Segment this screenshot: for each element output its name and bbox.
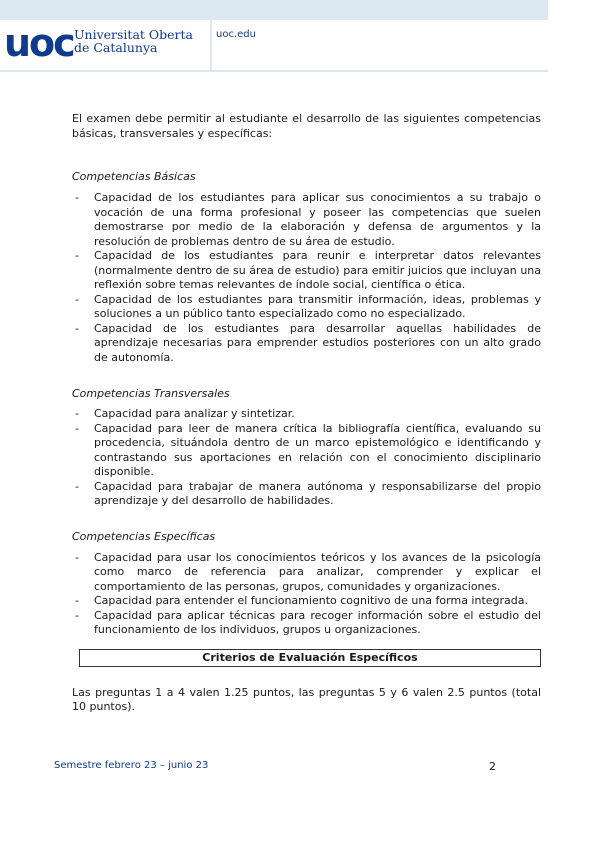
list-item: - Capacidad de los estudiantes para transmitir información, ideas, problemas y soluciones a un público tanto especializado como no especializado.	[72, 293, 541, 322]
section-title-especificas: Competencias Específicas	[72, 529, 216, 543]
list-item: - Capacidad para analizar y sintetizar.	[72, 407, 541, 422]
intro-paragraph: El examen debe permitir al estudiante el desarrollo de las siguientes competencias básicas, transversales y específicas:	[72, 112, 541, 140]
section-title-basicas: Competencias Básicas	[72, 170, 196, 183]
list-item: - Capacidad de los estudiantes para reunir e interpretar datos relevantes (normalmente dentro de su área de estudio) para emitir juicios que incluyan una reflexión sobre temas relevantes de índole social, científica o ética.	[72, 249, 541, 293]
criteria-paragraph: Las preguntas 1 a 4 valen 1.25 puntos, las preguntas 5 y 6 valen 2.5 puntos (total 10 puntos).	[72, 685, 541, 713]
list-basicas	[72, 191, 541, 365]
logo-mark: uoc	[4, 21, 74, 65]
header-url: uoc.edu	[216, 29, 256, 40]
uoc-logo	[0, 20, 210, 70]
university-name-line1: Universitat Oberta	[74, 27, 194, 42]
list-item: - Capacidad para leer de manera crítica la bibliografía científica, evaluando su procedencia, situándola dentro de un marco epistemológico e identificando y contrastando sus aportaciones en relación con el conocimiento disciplinario disponible.	[72, 422, 541, 480]
criteria-title-box: Criterios de Evaluación Específicos	[79, 649, 541, 667]
list-item: - Capacidad para trabajar de manera autónoma y responsabilizarse del propio aprendizaje y del desarrollo de habilidades.	[72, 480, 541, 509]
university-name-line2: de Catalunya	[74, 40, 158, 55]
list-item: - Capacidad para aplicar técnicas para recoger información sobre el estudio del funcionamiento de los individuos, grupos u organizaciones.	[72, 609, 541, 638]
list-transversales	[72, 407, 541, 509]
list-item: - Capacidad de los estudiantes para desarrollar aquellas habilidades de aprendizaje necesarias para emprender estudios posteriores con un alto grado de autonomía.	[72, 322, 541, 366]
list-item: - Capacidad de los estudiantes para aplicar sus conocimientos a su trabajo o vocación de una forma profesional y poseer las competencias que suelen demostrarse por medio de la elaboración y defensa de argumentos y la resolución de problemas dentro de su área de estudio.	[72, 191, 541, 249]
header-url-box	[212, 20, 548, 70]
page-number: 2	[489, 760, 496, 773]
list-item: - Capacidad para entender el funcionamiento cognitivo de una forma integrada.	[72, 594, 541, 609]
section-title-transversales: Competencias Transversales	[72, 387, 230, 400]
list-item: - Capacidad para usar los conocimientos teóricos y los avances de la psicología como marco de referencia para analizar, comprender y explicar el comportamiento de las personas, grupos, comunidades y organizaciones.	[72, 551, 541, 595]
university-name	[74, 28, 193, 54]
list-especificas	[72, 551, 541, 638]
document-body	[72, 112, 541, 715]
footer-semester: Semestre febrero 23 – junio 23	[54, 760, 209, 771]
